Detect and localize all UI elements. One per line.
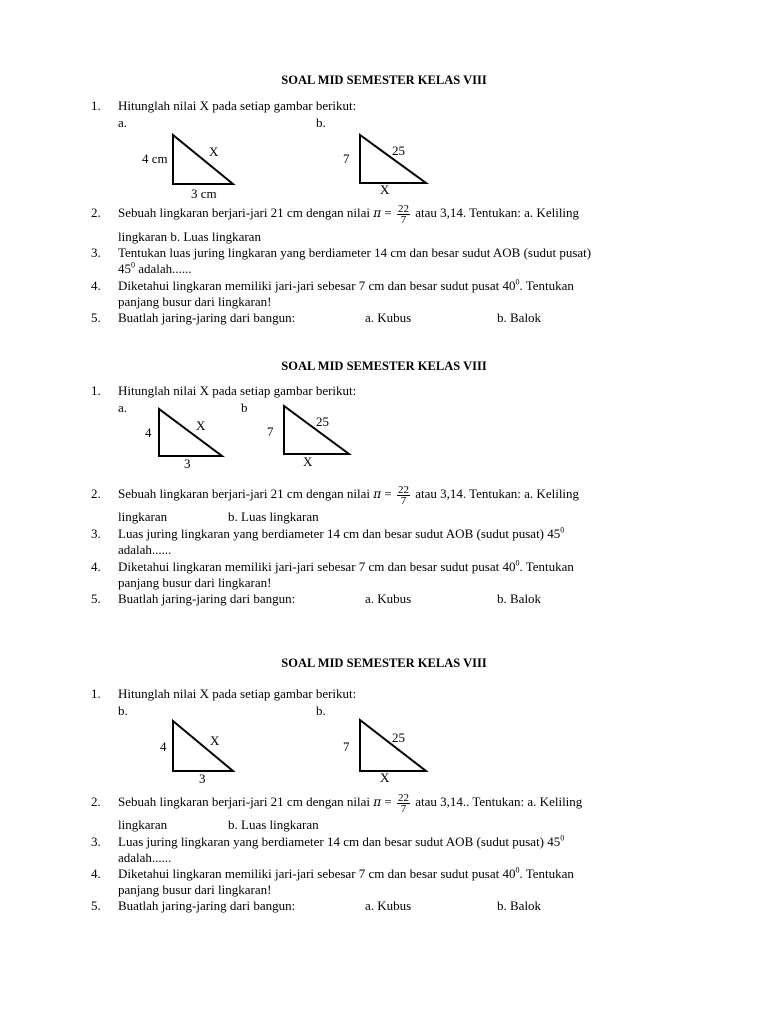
question-2-option-b: b. Luas lingkaran (228, 817, 319, 832)
triangle-side-base: 3 cm (191, 186, 217, 201)
option-b: b. Balok (497, 898, 542, 913)
triangle-side-base: X (380, 770, 390, 785)
question-4-line-2: panjang busur dari lingkaran! (118, 575, 272, 590)
question-number: 1. (91, 686, 101, 701)
question-number: 2. (91, 794, 101, 809)
question-number: 3. (91, 834, 101, 849)
question-3-line-2: adalah...... (118, 850, 172, 865)
pi-symbol: π (373, 795, 382, 809)
option-a: a. Kubus (365, 898, 412, 913)
question-3-line-2: adalah...... (118, 542, 172, 557)
section-title: SOAL MID SEMESTER KELAS VIII (281, 656, 487, 670)
triangle-side-vertical: 4 (160, 739, 167, 754)
question-4-line-2: panjang busur dari lingkaran! (118, 882, 272, 897)
question-number: 4. (91, 866, 101, 881)
triangle-side-hypotenuse: 25 (316, 414, 329, 429)
question-4-line-1: Diketahui lingkaran memiliki jari-jari sebesar 7 cm dan besar sudut pusat $40^0$. Tentukan (118, 558, 574, 574)
figure-label-a: a. (118, 115, 128, 130)
option-a: a. Kubus (365, 310, 412, 325)
triangle-side-vertical: 7 (343, 739, 350, 754)
question-number: 2. (91, 486, 101, 501)
triangle-figure-b (340, 716, 440, 786)
triangle-side-hypotenuse: X (209, 144, 219, 159)
figure-label-a: a. (118, 400, 128, 415)
triangle-figure-b (265, 404, 365, 474)
question-number: 2. (91, 205, 101, 220)
question-number: 5. (91, 591, 101, 606)
triangle-side-base: X (380, 182, 390, 197)
triangle-side-base: 3 (184, 456, 191, 471)
question-4-line-1: Diketahui lingkaran memiliki jari-jari sebesar 7 cm dan besar sudut pusat $40^0$. Tentukan (118, 277, 574, 293)
triangle-figure-b (340, 128, 440, 203)
question-2-line-2: lingkaran b. Luas lingkaran (118, 229, 261, 244)
question-2-line-2: lingkaran (118, 817, 168, 832)
question-3-line-1: Luas juring lingkaran yang berdiameter 14 cm dan besar sudut AOB (sudut pusat) $45^0$ (118, 833, 565, 849)
triangle-side-vertical: 4 cm (142, 151, 168, 166)
question-2-line-2: lingkaran (118, 509, 168, 524)
question-2-line-1: Sebuah lingkaran berjari-jari 21 cm dengan nilai π = $\frac{22}{7}$ atau 3,14. Tentukan: a. Keliling (118, 483, 580, 507)
triangle-figure-a (130, 128, 250, 203)
triangle-side-hypotenuse: 25 (392, 143, 405, 158)
question-2-line-1: Sebuah lingkaran berjari-jari 21 cm dengan nilai π = $\frac{22}{7}$ atau 3,14. Tentukan: a. Keliling (118, 202, 580, 226)
question-4-line-1: Diketahui lingkaran memiliki jari-jari sebesar 7 cm dan besar sudut pusat $40^0$. Tentukan (118, 865, 574, 881)
question-2-option-b: b. Luas lingkaran (228, 509, 319, 524)
question-number: 1. (91, 98, 101, 113)
triangle-figure-a (140, 404, 240, 474)
fraction-22-7: $\frac{22}{7}$ (397, 483, 409, 507)
triangle-side-vertical: 4 (145, 425, 152, 440)
question-number: 3. (91, 245, 101, 260)
figure-label-b: b (241, 400, 248, 415)
question-3-line-1: Tentukan luas juring lingkaran yang berdiameter 14 cm dan besar sudut AOB (sudut pusat) (118, 245, 592, 260)
question-3-line-1: Luas juring lingkaran yang berdiameter 14 cm dan besar sudut AOB (sudut pusat) $45^0$ (118, 525, 565, 541)
figure-label-a: b. (118, 703, 128, 718)
triangle-side-vertical: 7 (343, 151, 350, 166)
section-title: SOAL MID SEMESTER KELAS VIII (281, 359, 487, 373)
question-1-text: Hitunglah nilai X pada setiap gambar berikut: (118, 686, 357, 701)
question-number: 4. (91, 559, 101, 574)
option-a: a. Kubus (365, 591, 412, 606)
option-b: b. Balok (497, 310, 542, 325)
question-5-text: Buatlah jaring-jaring dari bangun: (118, 898, 296, 913)
question-1-text: Hitunglah nilai X pada setiap gambar berikut: (118, 98, 357, 113)
question-5-text: Buatlah jaring-jaring dari bangun: (118, 310, 296, 325)
figure-label-b: b. (316, 115, 326, 130)
question-4-line-2: panjang busur dari lingkaran! (118, 294, 272, 309)
triangle-figure-a (150, 716, 250, 786)
question-number: 5. (91, 310, 101, 325)
option-b: b. Balok (497, 591, 542, 606)
question-number: 4. (91, 278, 101, 293)
question-1-text: Hitunglah nilai X pada setiap gambar berikut: (118, 383, 357, 398)
triangle-side-hypotenuse: X (196, 418, 206, 433)
question-number: 1. (91, 383, 101, 398)
pi-symbol: π (373, 487, 382, 501)
triangle-side-vertical: 7 (267, 424, 274, 439)
triangle-side-base: 3 (199, 771, 206, 786)
triangle-side-base: X (303, 454, 313, 469)
fraction-22-7: $\frac{22}{7}$ (397, 791, 409, 815)
question-number: 3. (91, 526, 101, 541)
triangle-side-hypotenuse: X (210, 733, 220, 748)
fraction-22-7: $\frac{22}{7}$ (397, 202, 409, 226)
pi-symbol: π (373, 206, 382, 220)
section-title: SOAL MID SEMESTER KELAS VIII (281, 73, 487, 87)
question-3-line-2: $45^0$ adalah...... (118, 260, 192, 276)
question-number: 5. (91, 898, 101, 913)
figure-label-b: b. (316, 703, 326, 718)
question-5-text: Buatlah jaring-jaring dari bangun: (118, 591, 296, 606)
triangle-side-hypotenuse: 25 (392, 730, 405, 745)
question-2-line-1: Sebuah lingkaran berjari-jari 21 cm dengan nilai π = $\frac{22}{7}$ atau 3,14.. Tentukan: a. Keliling (118, 791, 583, 815)
